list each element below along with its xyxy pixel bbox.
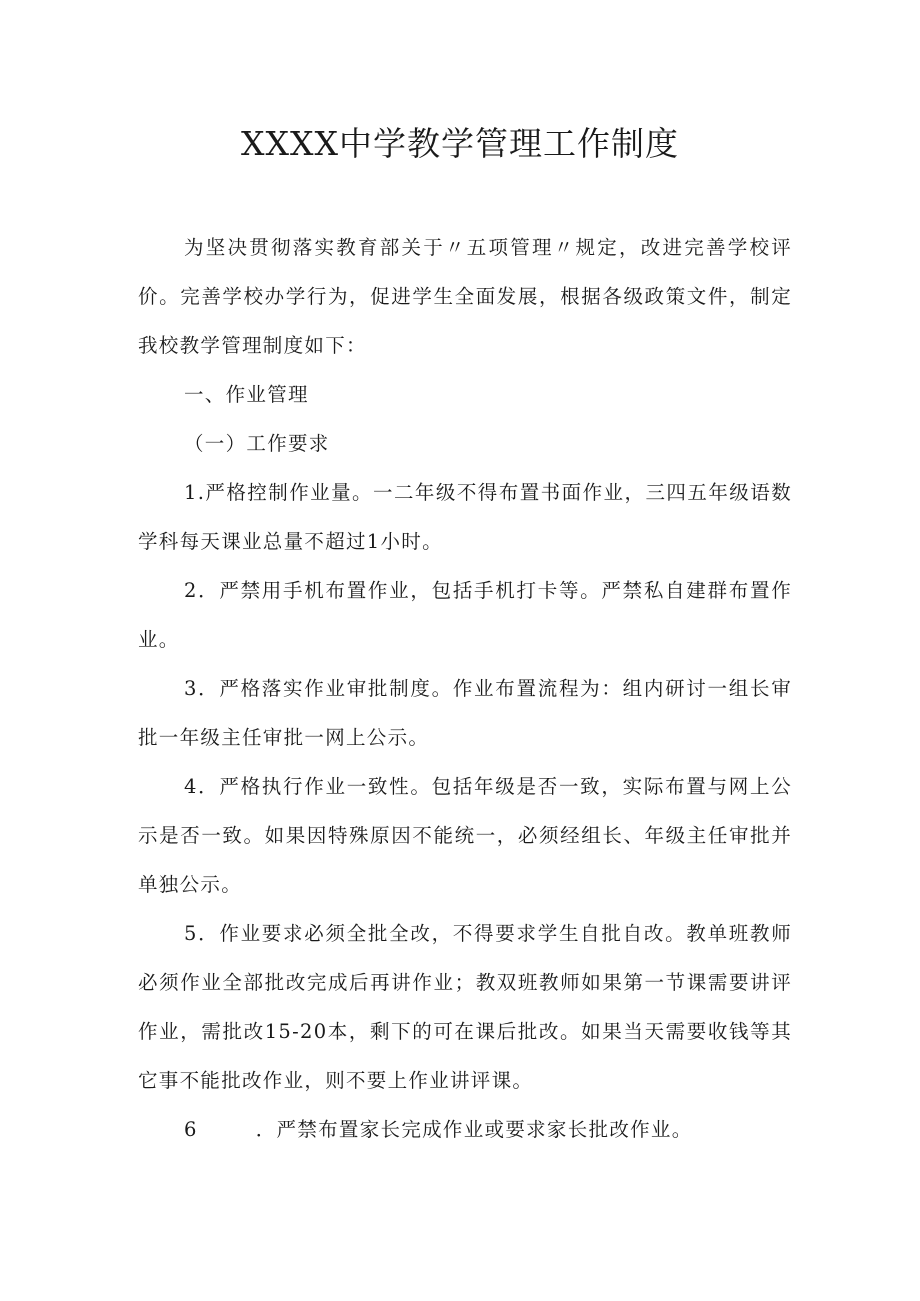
section-heading: 一、作业管理 xyxy=(184,383,309,406)
list-item-6-text: ．严禁布置家长完成作业或要求家长批改作业。 xyxy=(255,1118,693,1141)
list-item-2: 2．严禁用手机布置作业，包括手机打卡等。严禁私自建群布置作业。 xyxy=(138,579,792,651)
list-item-3: 3．严格落实作业审批制度。作业布置流程为：组内研讨一组长审批一年级主任审批一网上公示。 xyxy=(138,677,792,749)
intro-paragraph: 为坚决贯彻落实教育部关于〃五项管理〃规定，改进完善学校评价。完善学校办学行为，促进学生全面发展，根据各级政策文件，制定我校教学管理制度如下： xyxy=(138,236,792,357)
list-item-1: 1.严格控制作业量。一二年级不得布置书面作业，三四五年级语数学科每天课业总量不超过1小时。 xyxy=(138,481,792,553)
list-item-4: 4．严格执行作业一致性。包括年级是否一致，实际布置与网上公示是否一致。如果因特殊原因不能统一，必须经组长、年级主任审批并单独公示。 xyxy=(138,775,792,896)
list-item-5: 5．作业要求必须全批全改，不得要求学生自批自改。教单班教师必须作业全部批改完成后再讲作业；教双班教师如果第一节课需要讲评作业，需批改15-20本，剩下的可在课后批改。如果当天需要收钱等其它事不能批改作业，则不要上作业讲评课。 xyxy=(138,922,792,1092)
document-title: XXXX中学教学管理工作制度 xyxy=(241,124,679,163)
list-item-6-number: 6 xyxy=(184,1118,198,1141)
subsection-heading: （一）工作要求 xyxy=(184,432,330,455)
list-item-6 xyxy=(138,1105,792,1154)
